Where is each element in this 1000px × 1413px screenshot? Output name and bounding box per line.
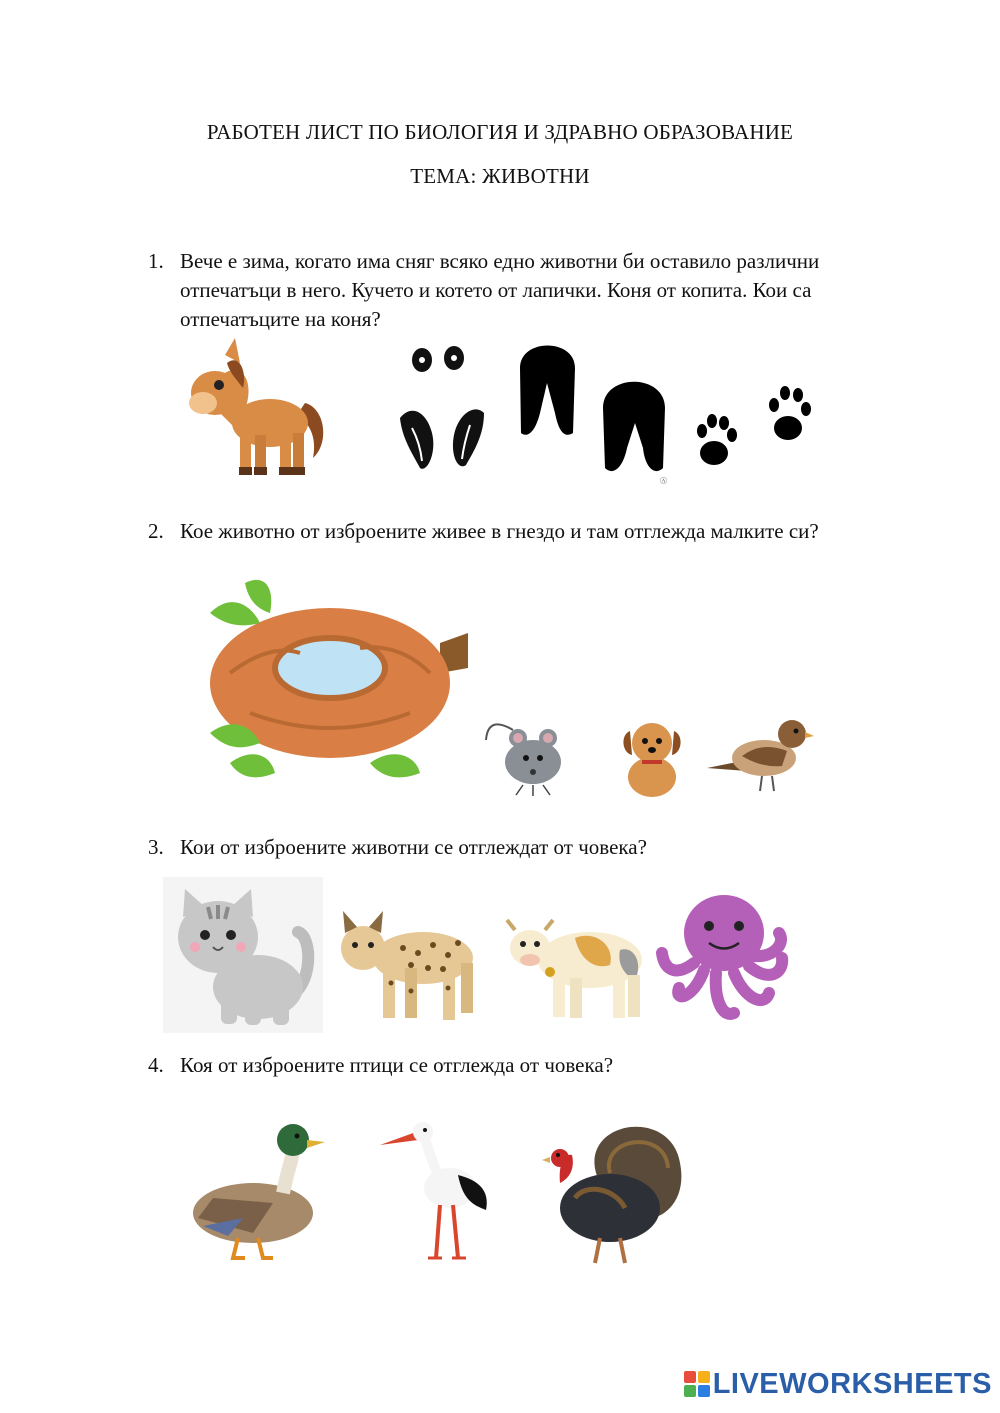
liveworksheets-logo [684,1367,992,1401]
sparrow-picture[interactable] [702,706,814,798]
turkey-picture[interactable] [530,1113,692,1271]
stork-picture[interactable] [378,1110,508,1265]
puppy-picture[interactable] [612,713,692,801]
lynx-picture[interactable] [333,903,483,1030]
question-number: 3. [148,835,164,859]
logo-text: LIVEWORKSHEETS [712,1367,992,1400]
horse-picture[interactable] [185,333,333,480]
question-2 [148,517,868,546]
question-1 [148,247,868,334]
duck-picture[interactable] [183,1118,331,1268]
logo-square [698,1385,710,1397]
paw-prints-picture[interactable] [690,383,815,483]
svg-text:Ⓐ: Ⓐ [660,477,667,485]
question-4 [148,1051,868,1080]
worksheet-title: РАБОТЕН ЛИСТ ПО БИОЛОГИЯ И ЗДРАВНО ОБРАЗОВАНИЕ [206,120,794,144]
question-text: Вече е зима, когато има сняг всяко едно животни би оставило различни отпечатъци в него. Кучето и котето от лапички. Коня от копита. Кои са отпечатъците на коня? [180,249,820,331]
cow-picture[interactable] [505,910,650,1025]
question-3 [148,833,868,862]
question-text: Коя от изброените птици се отглежда от човека? [180,1053,614,1077]
question-number: 4. [148,1053,164,1077]
logo-square [684,1385,696,1397]
question-number: 1. [148,249,164,273]
logo-square [698,1371,710,1383]
question-number: 2. [148,519,164,543]
bird-footprints-picture[interactable] [392,343,492,480]
mouse-picture[interactable] [478,710,586,802]
question-text: Кое животно от изброените живее в гнездо и там отглежда малките си? [180,519,819,543]
cat-picture[interactable] [163,877,323,1033]
question-text: Кои от изброените животни се отглеждат от човека? [180,835,647,859]
hoof-prints-picture[interactable] [515,338,685,486]
logo-mark [684,1371,710,1397]
nest-picture[interactable] [190,573,470,803]
worksheet-topic: ТЕМА: ЖИВОТНИ [410,164,590,188]
octopus-picture[interactable] [654,888,792,1030]
logo-square [684,1371,696,1383]
